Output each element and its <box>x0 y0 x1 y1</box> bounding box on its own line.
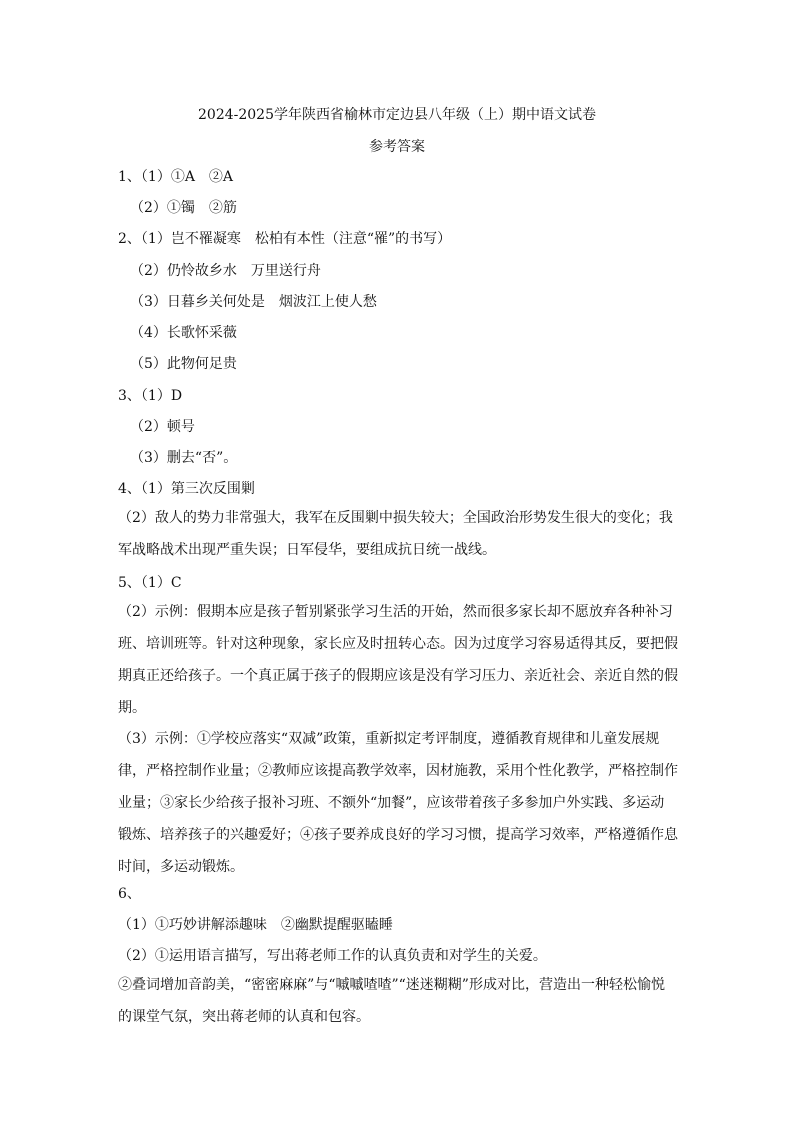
answer-q6-heading: 6、 <box>118 886 141 902</box>
answer-q3-part3: （3）删去“否”。 <box>130 450 238 466</box>
answer-q6-part2: （2）①运用语言描写，写出蒋老师工作的认真负责和对学生的关爱。 <box>118 948 547 964</box>
answer-q2-part4: （4）长歌怀采薇 <box>130 325 237 341</box>
answer-q4-part1: 4、（1）第三次反围剿 <box>118 481 255 497</box>
answer-q6-part1: （1）①巧妙讲解添趣味 ②幽默提醒驱瞌睡 <box>118 917 393 933</box>
answer-q3-part2: （2）顿号 <box>130 419 195 435</box>
answer-q6-part3: ②叠词增加音韵美，“密密麻麻”与“嘁嘁喳喳”“迷迷糊糊”形成对比，营造出一种轻松愉悦的课堂气氛，突出蒋老师的认真和包容。 <box>118 977 665 1025</box>
answer-q1-part2: （2）①镯 ②筋 <box>130 200 237 216</box>
answer-q2-part1: 2、（1）岂不罹凝寒 松柏有本性（注意“罹”的书写） <box>118 231 452 247</box>
answer-q1-part1: 1、（1）①A ②A <box>118 169 234 185</box>
answer-q5-part1: 5、（1）C <box>118 575 182 591</box>
exam-title: 2024-2025学年陕西省榆林市定边县八年级（上）期中语文试卷 <box>198 107 596 123</box>
answer-q2-part3: （3）日暮乡关何处是 烟波江上使人愁 <box>130 294 377 310</box>
answer-q5-part3: （3）示例：①学校应落实“双减”政策，重新拟定考评制度，遵循教育规律和儿童发展规律，严格控制作业量；②教师应该提高教学效率，因材施教，采用个性化教学，严格控制作业量；③家长少给孩子报补习班、不额外“加餐”，应该带着孩子多参加户外实践、多运动锻炼、培养孩子的兴趣爱好；④孩子要养成良好的学习习惯，提高学习效率，严格遵循作息时间，多运动锻炼。 <box>118 731 678 875</box>
answer-q5-part2: （2）示例：假期本应是孩子暂别紧张学习生活的开始，然而很多家长却不愿放弃各种补习班、培训班等。针对这种现象，家长应及时扭转心态。因为过度学习容易适得其反，要把假期真正还给孩子。一个真正属于孩子的假期应该是没有学习压力、亲近社会、亲近自然的假期。 <box>118 604 678 716</box>
answer-q2-part5: （5）此物何足贵 <box>130 356 237 372</box>
answer-q2-part2: （2）仍怜故乡水 万里送行舟 <box>130 263 321 279</box>
answer-q3-part1: 3、（1）D <box>118 388 183 404</box>
answer-key-heading: 参考答案 <box>369 139 425 155</box>
answer-q4-part2: （2）敌人的势力非常强大，我军在反围剿中损失较大；全国政治形势发生很大的变化；我军战略战术出现严重失误；日军侵华，要组成抗日统一战线。 <box>118 510 673 558</box>
